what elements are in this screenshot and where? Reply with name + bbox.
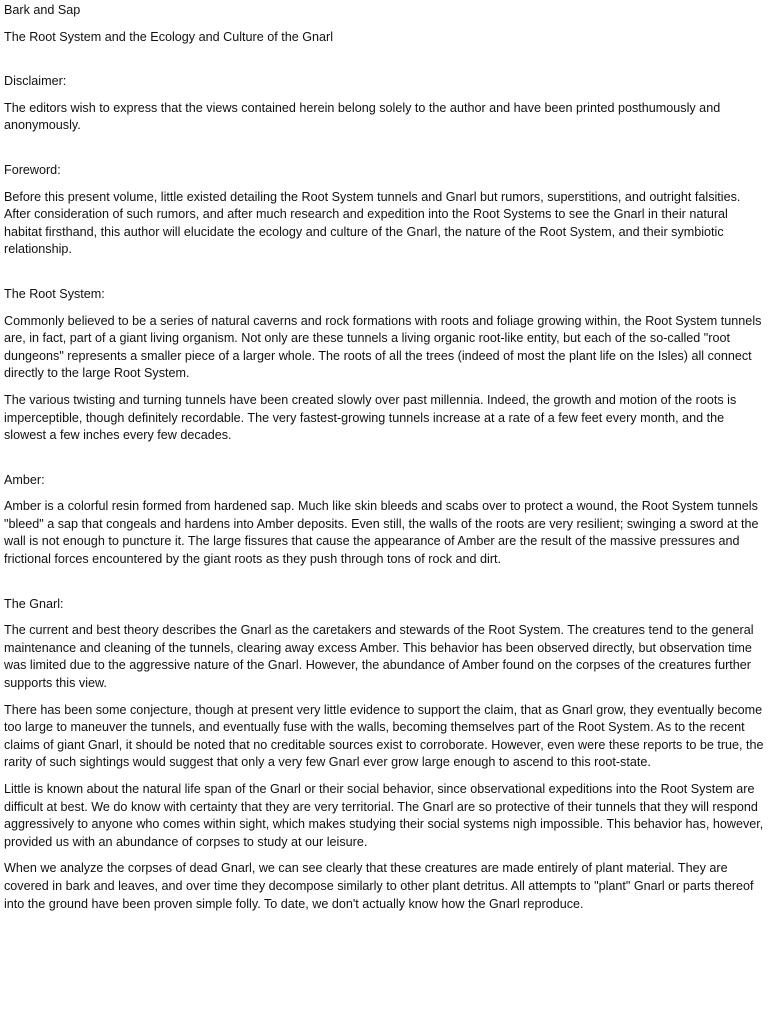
paragraph: When we analyze the corpses of dead Gnarl, we can see clearly that these creatures are made entirely of plant material. They are covered in bark and leaves, and over time they decompose similarly to other plant detritus. All attempts to "plant" Gnarl or parts thereof into the ground have been proven simple folly. To date, we don't actually know how the Gnarl reproduce. xyxy=(4,861,754,911)
section-heading: Disclaimer: xyxy=(4,74,67,89)
paragraph: Before this present volume, little existed detailing the Root System tunnels and Gnarl but rumors, superstitions, and outright falsities. After consideration of such rumors, and after much research and expedition into the Root Systems to see the Gnarl in their natural habitat firsthand, this author will elucidate the ecology and culture of the Gnarl, the nature of the Root System, and their symbiotic relationship. xyxy=(4,189,741,257)
paragraph: Commonly believed to be a series of natural caverns and rock formations with roots and foliage growing within, the Root System tunnels are, in fact, part of a giant living organism. Not only are these tunnels a living organic root-like entity, but each of the so-called "root dungeons" represents a smaller piece of a larger whole. The roots of all the trees (indeed of most the plant life on the Isles) all connect directly to the large Root System. xyxy=(4,313,762,381)
section-heading: Foreword: xyxy=(4,162,61,177)
section-heading: The Gnarl: xyxy=(4,596,64,611)
document-title: Bark and Sap xyxy=(4,3,81,17)
paragraph: The current and best theory describes the Gnarl as the caretakers and stewards of the Root System. The creatures tend to the general maintenance and cleaning of the tunnels, clearing away excess Amber. This behavior has been observed directly, but observation time was limited due to the aggressive nature of the Gnarl. However, the abundance of Amber found on the corpses of the creatures further supports this view. xyxy=(4,623,754,691)
section-foreword xyxy=(4,162,764,259)
paragraph: There has been some conjecture, though at present very little evidence to support the claim, that as Gnarl grow, they eventually become too large to maneuver the tunnels, and eventually fuse with the walls, becoming themselves part of the Root System. As to the recent claims of giant Gnarl, it should be noted that no creditable sources exist to corroborate. However, even were these reports to be true, the rarity of such sightings would suggest that only a very few Gnarl ever grow large enough to ascend to this root-state. xyxy=(4,702,764,770)
section-disclaimer xyxy=(4,73,764,135)
section-root-system xyxy=(4,286,764,445)
paragraph: Little is known about the natural life span of the Gnarl or their social behavior, since observational expeditions into the Root System are difficult at best. We do know with certainty that they are very territorial. The Gnarl are so protective of their tunnels that they will respond aggressively to anyone who comes within sight, which makes studying their social systems nigh impossible. This behavior has, however, provided us with an abundance of corpses to study at our leisure. xyxy=(4,782,764,849)
document-subtitle: The Root System and the Ecology and Culture of the Gnarl xyxy=(4,29,334,44)
paragraph: The editors wish to express that the views contained herein belong solely to the author and have been printed posthumously and anonymously. xyxy=(4,100,721,133)
section-amber xyxy=(4,472,764,569)
section-heading: The Root System: xyxy=(4,286,105,301)
section-gnarl xyxy=(4,596,764,914)
paragraph: Amber is a colorful resin formed from hardened sap. Much like skin bleeds and scabs over to protect a wound, the Root System tunnels "bleed" a sap that congeals and hardens into Amber deposits. Even still, the walls of the roots are very resilient; swinging a sword at the wall is not enough to puncture it. The large fissures that cause the appearance of Amber are the result of the massive pressures and frictional forces encountered by the giant roots as they push through tons of rock and dirt. xyxy=(4,499,759,567)
paragraph: The various twisting and turning tunnels have been created slowly over past millennia. Indeed, the growth and motion of the roots is imperceptible, though definitely recordable. The very fastest-growing tunnels increase at a rate of a few feet every month, and the slowest a few inches every few decades. xyxy=(4,392,737,443)
section-heading: Amber: xyxy=(4,472,45,487)
